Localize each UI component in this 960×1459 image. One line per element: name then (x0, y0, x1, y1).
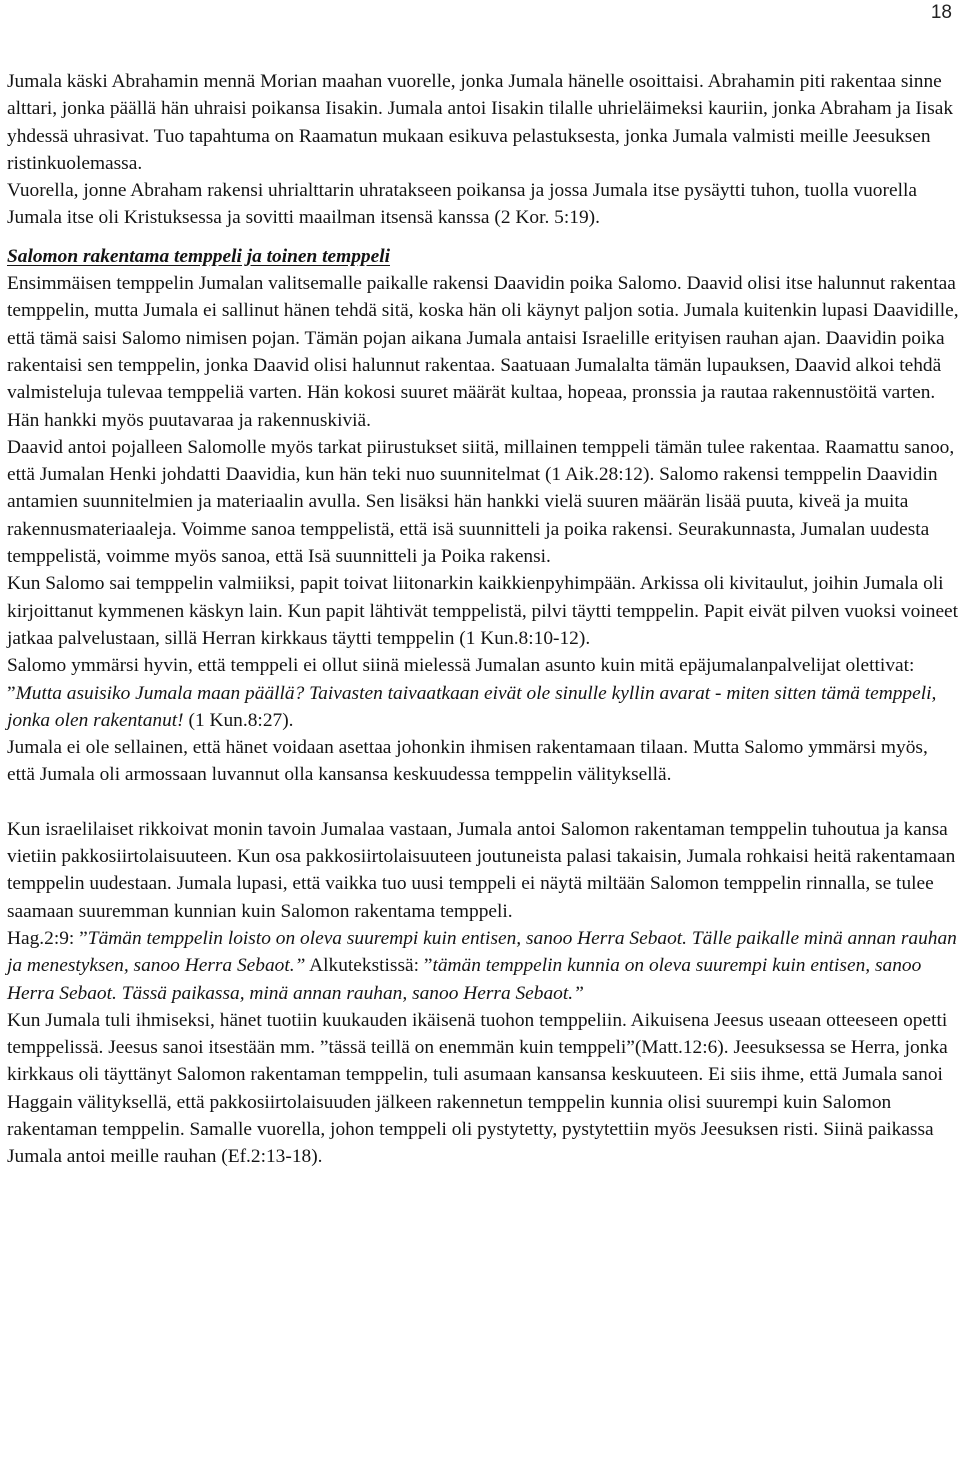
dwelling-quote: Mutta asuisiko Jumala maan päällä? Taivasten taivaatkaan eivät ole sinulle kyllin avarat - miten sitten tämä temppeli, jonka olen rakentanut! (7, 682, 937, 731)
paragraph-ark: Kun Salomo sai temppelin valmiiksi, papit toivat liitonarkin kaikkienpyhimpään. Arkissa oli kivitaulut, joihin Jumala oli kirjoittanut kymmenen käskyn lain. Kun papit lähtivät temppelistä, pilvi täytti temppelin. Papit eivät pilven vuoksi voineet jatkaa palvelustaan, sillä Herran kirkkaus täytti temppelin (1 Kun.8:10-12). (7, 573, 959, 649)
paragraph-jesus-temple: Kun Jumala tuli ihmiseksi, hänet tuotiin kuukauden ikäisenä tuohon temppeliin. Aikuisena Jeesus useaan otteeseen opetti temppelissä. Jeesus sanoi itsestään mm. ”tässä teillä on enemmän kuin temppeli”(Matt.12:6). Jeesuksessa se Herra, jonka kirkkaus oli täyttänyt Salomon rakentaman temppelin, tuli asumaan kansansa keskuuteen. Ei siis ihme, että Jumala sanoi Haggain välityksellä, että pakkosiirtolaisuuden jälkeen rakennetun temppelin kunnia olisi suurempi kuin Salomon rakentaman temppelin. Samalle vuorella, johon temppeli oli pystytetty, pystytettiin myös Jeesuksen risti. Siinä paikassa Jumala antoi meille rauhan (Ef.2:13-18). (7, 1009, 948, 1168)
paragraph-mountain: Vuorella, jonne Abraham rakensi uhrialttarin uhratakseen poikansa ja jossa Jumala itse pysäytti tuhon, tuolla vuorella Jumala itse oli Kristuksessa ja sovitti maailman itsensä kanssa (2 Kor. 5:19). (7, 180, 917, 229)
paragraph-presence: Jumala ei ole sellainen, että hänet voidaan asettaa johonkin ihmisen rakentamaan tilaan. Mutta Salomo ymmärsi myös, että Jumala oli armossaan luvannut olla kansansa keskuudessa temppelin välityksellä. (7, 737, 928, 786)
paragraph-dwelling (7, 652, 959, 734)
dwelling-reference: (1 Kun.8:27). (183, 709, 294, 731)
original-text-quote: tämän temppelin kunnia on oleva suurempi kuin entisen, sanoo Herra Sebaot. Tässä paikassa, minä annan rauhan, sanoo Herra Sebaot.” (7, 955, 922, 1004)
paragraph-first-temple: Ensimmäisen temppelin Jumalan valitsemalle paikalle rakensi Daavidin poika Salomo. Daavid olisi itse halunnut rakentaa temppelin, mutta Jumala ei sallinut hänen tehdä sitä, koska hän oli käynyt paljon sotia. Jumala kuitenkin lupasi Daavidille, että tämä saisi Salomo nimisen pojan. Tämän pojan aikana Jumala antaisi Israelille erityisen rauhan ajan. Daavidin poika rakentaisi sen temppelin, jonka Daavid olisi halunnut rakentaa. Saatuaan Jumalalta tämän lupauksen, Daavid alkoi tehdä valmisteluja tulevaa temppeliä varten. Hän kokosi suuret määrät kultaa, hopeaa, pronssia ja rautaa rakennustöitä varten. Hän hankki myös puutavaraa ja rakennuskiviä. (7, 273, 959, 431)
paragraph-haggai (7, 925, 959, 1007)
section-heading: Salomon rakentama temppeli ja toinen temppeli (7, 245, 390, 267)
paragraph-plans: Daavid antoi pojalleen Salomolle myös tarkat piirustukset siitä, millainen temppeli tämän tulee rakentaa. Raamattu sanoo, että Jumalan Henki johdatti Daavidia, kun hän teki nuo suunnitelmat (1 Aik.28:12). Salomo rakensi temppelin Daavidin antamien suunnitelmien ja materiaalin avulla. Sen lisäksi hän hankki vielä suuren määrän lisää puuta, kiveä ja muita rakennusmateriaaleja. Voimme sanoa temppelistä, että isä suunnitteli ja poika rakensi. Seurakunnasta, Jumalan uudesta temppelistä, voimme myös sanoa, että Isä suunnitteli ja Poika rakensi. (7, 436, 955, 568)
dwelling-text: Salomo ymmärsi hyvin, että temppeli ei ollut siinä mielessä Jumalan asunto kuin mitä epäjumalanpalvelijat olettivat: ” (7, 655, 915, 704)
document-body (7, 68, 959, 1171)
paragraph-moriah: Jumala käski Abrahamin mennä Morian maahan vuorelle, jonka Jumala hänelle osoittaisi. Abrahamin piti rakentaa sinne alttari, jonka päällä hän uhraisi poikansa Iisakin. Jumala antoi Iisakin tilalle uhrieläimeksi kauriin, jonka Abraham ja Iisak yhdessä uhrasivat. Tuo tapahtuma on Raamatun mukaan esikuva pelastuksesta, jonka Jumala valmisti meille Jeesuksen ristinkuolemassa. (7, 71, 954, 174)
original-text-label: Alkutekstissä: ” (305, 955, 433, 977)
haggai-quote: Tämän temppelin loisto on oleva suurempi kuin entisen, sanoo Herra Sebaot. Tälle paikalle minä annan rauhan ja menestyksen, sanoo Herra Sebaot.” (7, 927, 957, 977)
haggai-reference: Hag.2:9: ” (7, 927, 88, 949)
paragraph-exile: Kun israelilaiset rikkoivat monin tavoin Jumalaa vastaan, Jumala antoi Salomon rakentaman temppelin tuhoutua ja kansa vietiin pakkosiirtolaisuuteen. Kun osa pakkosiirtolaisuuteen joutuneista palasi takaisin, Jumala rohkaisi heitä rakentamaan temppelin uudestaan. Jumala lupasi, että vaikka tuo uusi temppeli ei näytä miltään Salomon temppelin rinnalla, se tulee saamaan suuremman kunnian kuin Salomon rakentama temppeli. (7, 818, 956, 922)
page-number: 18 (930, 2, 952, 23)
paragraph-gap (7, 789, 959, 816)
